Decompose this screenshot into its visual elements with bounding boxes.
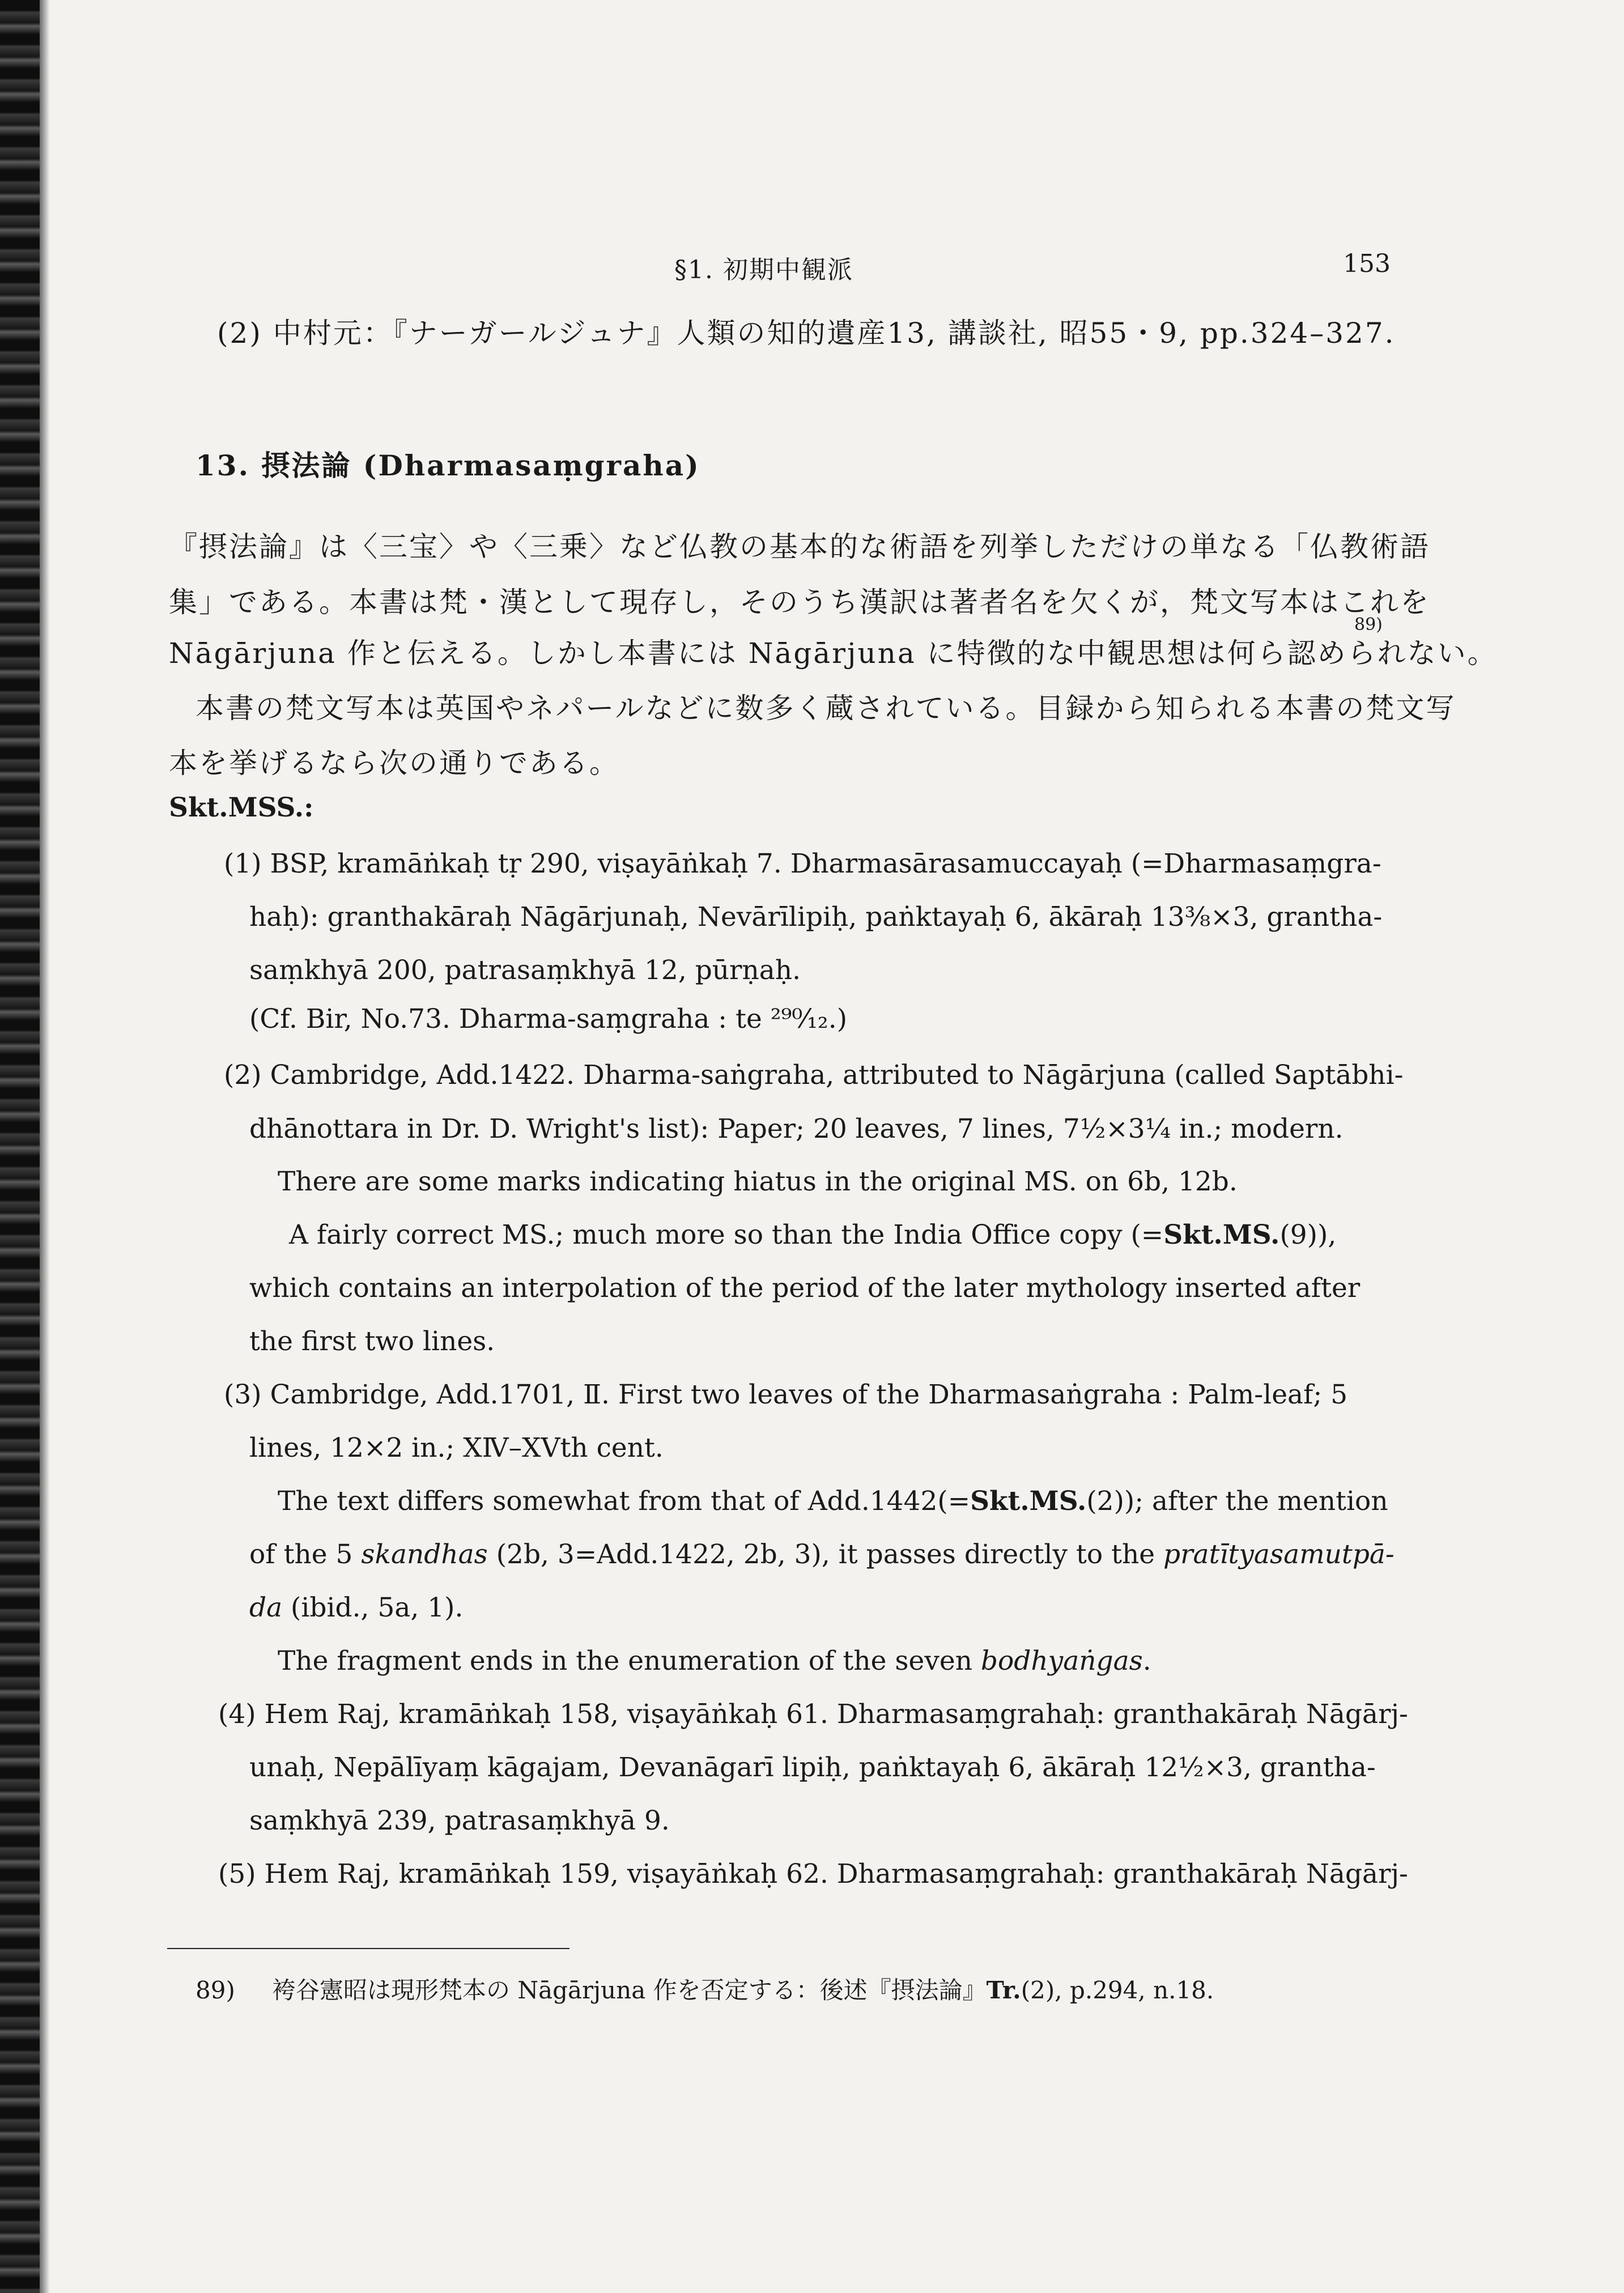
term-pratityasamutpada: pratītyasamutpā-	[1163, 1539, 1395, 1570]
entry-3-line-4	[249, 1539, 1395, 1570]
entry-1-line-4: (Cf. Bir, No.73. Dharma-saṃgraha : te ²⁹⁰⁄₁₂.)	[249, 1003, 848, 1035]
entry-3-line-3	[278, 1486, 1388, 1517]
entry-3-line-3-tail: (2)); after the mention	[1086, 1486, 1388, 1517]
entry-3-line-3-text: The text differs somewhat from that of Add.1442(=	[278, 1486, 971, 1517]
entry-3-line-5	[249, 1592, 463, 1623]
page-number: 153	[1343, 249, 1391, 278]
para1-line-1: 『摂法論』は〈三宝〉や〈三乗〉など仏教の基本的な術語を列挙しただけの単なる「仏教術語	[169, 530, 1430, 563]
footnote-tr-ref: Tr.	[986, 1976, 1021, 2004]
para1-line-2: 集」である。本書は梵・漢として現存し，そのうち漢訳は著者名を欠くが，梵文写本はこれを	[169, 586, 1430, 619]
entry-3-line-6	[278, 1645, 1151, 1677]
entry-1-line-2: haḥ): granthakāraḥ Nāgārjunaḥ, Nevārīlipiḥ, paṅktayaḥ 6, ākāraḥ 13⅜×3, grantha-	[249, 901, 1383, 933]
entry-4-line-3: saṃkhyā 239, patrasaṃkhyā 9.	[249, 1805, 670, 1836]
para1-line-3: Nāgārjuna 作と伝える。しかし本書には Nāgārjuna に特徴的な中観思想は何ら認められない。	[169, 637, 1498, 670]
entry-1-line-1: (1) BSP, kramāṅkaḥ tṛ 290, viṣayāṅkaḥ 7. Dharmasārasamuccayaḥ (=Dharmasaṃgra-	[224, 848, 1381, 879]
entry-3-line-4-mid: (2b, 3=Add.1422, 2b, 3), it passes directly to the	[487, 1539, 1163, 1570]
entry-4-line-2: unaḥ, Nepālīyaṃ kāgajam, Devanāgarī lipiḥ, paṅktayaḥ 6, ākāraḥ 12½×3, grantha-	[249, 1752, 1376, 1783]
entry-3-line-1: (3) Cambridge, Add.1701, Ⅱ. First two leaves of the Dharmasaṅgraha : Palm-leaf; 5	[224, 1379, 1348, 1410]
entry-4-line-1: (4) Hem Raj, kramāṅkaḥ 158, viṣayāṅkaḥ 61. Dharmasaṃgrahaḥ: granthakāraḥ Nāgārj-	[218, 1699, 1408, 1730]
term-bodhyangas: bodhyaṅgas	[980, 1645, 1143, 1677]
entry-2-line-4	[289, 1219, 1336, 1250]
entry-3-line-5-tail: (ibid., 5a, 1).	[282, 1592, 464, 1623]
footnote-89	[195, 1972, 1214, 2006]
scan-binding-edge	[0, 0, 40, 2293]
footnote-rule	[167, 1948, 569, 1949]
entry-3-ref-skt-ms: Skt.MS.	[970, 1486, 1087, 1517]
entry-2-line-5: which contains an interpolation of the period of the later mythology inserted after	[249, 1273, 1361, 1304]
entry-2-line-3: There are some marks indicating hiatus in the original MS. on 6b, 12b.	[278, 1166, 1238, 1197]
term-skandhas: skandhas	[361, 1539, 488, 1570]
top-note: (2) 中村元：『ナーガールジュナ』人類の知的遺産13, 講談社, 昭55・9, pp.324–327.	[217, 317, 1396, 350]
entry-2-line-2: dhānottara in Dr. D. Wright's list): Paper; 20 leaves, 7 lines, 7½×3¼ in.; modern.	[249, 1113, 1344, 1145]
entry-2-line-4-text: A fairly correct MS.; much more so than the India Office copy (=	[289, 1219, 1164, 1250]
term-pratityasamutpada-end: da	[249, 1592, 283, 1623]
footnote-text: 袴谷憲昭は現形梵本の Nāgārjuna 作を否定する：後述『摂法論』	[272, 1976, 987, 2004]
entry-3-line-4-text: of the 5	[249, 1539, 362, 1570]
section-title: 13. 摂法論 (Dharmasaṃgraha)	[195, 449, 700, 482]
running-head: §1. 初期中観派	[674, 256, 853, 284]
mss-heading: Skt.MSS.:	[169, 792, 314, 823]
scan-binding-shadow	[40, 0, 50, 2293]
entry-5-line-1: (5) Hem Raj, kramāṅkaḥ 159, viṣayāṅkaḥ 62. Dharmasaṃgrahaḥ: granthakāraḥ Nāgārj-	[218, 1858, 1408, 1890]
para2-line-1: 本書の梵文写本は英国やネパールなどに数多く蔵されている。目録から知られる本書の梵文写	[195, 692, 1456, 725]
entry-3-line-2: lines, 12×2 in.; ⅩⅣ–ⅩⅤth cent.	[249, 1432, 664, 1464]
entry-2-line-6: the first two lines.	[249, 1326, 495, 1357]
entry-2-ref-skt-ms: Skt.MS.	[1163, 1219, 1280, 1250]
entry-3-line-6-end: .	[1142, 1645, 1151, 1677]
footnote-number: 89)	[195, 1976, 235, 2004]
entry-2-line-1: (2) Cambridge, Add.1422. Dharma-saṅgraha, attributed to Nāgārjuna (called Saptābhi-	[224, 1060, 1404, 1091]
entry-1-line-3: saṃkhyā 200, patrasaṃkhyā 12, pūrṇaḥ.	[249, 955, 801, 986]
footnote-text-tail: (2), p.294, n.18.	[1021, 1976, 1214, 2004]
entry-2-ref-num: (9)),	[1279, 1219, 1337, 1250]
footnote-ref-89: 89)	[1354, 615, 1383, 635]
entry-3-line-6-text: The fragment ends in the enumeration of the seven	[278, 1645, 981, 1677]
para2-line-2: 本を挙げるなら次の通りである。	[169, 747, 619, 780]
